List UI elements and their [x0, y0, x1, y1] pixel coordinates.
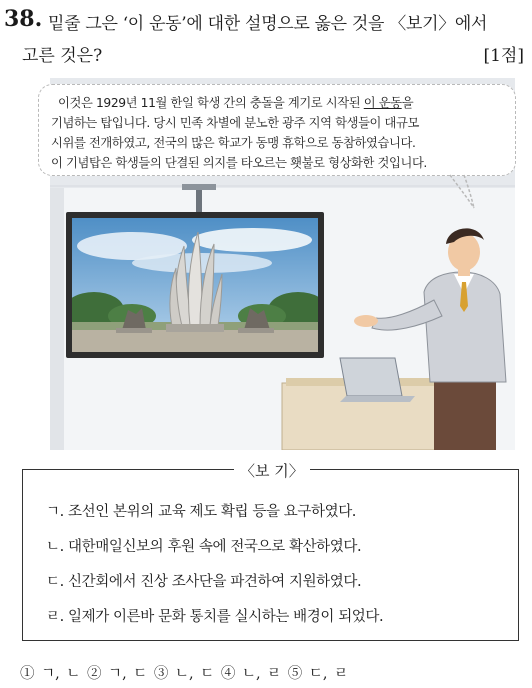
- bubble-line4: 이 기념탑은 학생들의 단결된 의지를 타오르는 횃불로 형상화한 것입니다.: [51, 156, 427, 170]
- example-item-2: ㄴ. 대한매일신보의 후원 속에 전국으로 확산하였다.: [46, 539, 362, 555]
- bubble-line3: 시위를 전개하였고, 전국의 많은 학교가 동맹 휴학으로 동참하였습니다.: [51, 136, 416, 150]
- underlined-phrase: 이 운동: [363, 96, 402, 110]
- bubble-tail: [448, 172, 478, 212]
- question-text-pre: 밑줄 그은: [48, 14, 123, 34]
- question-text-line1: [48, 9, 487, 34]
- example-box-title: 〈보 기〉: [234, 460, 310, 481]
- answer-choices[interactable]: ① ㄱ, ㄴ ② ㄱ, ㄷ ③ ㄴ, ㄷ ④ ㄴ, ㄹ ⑤ ㄷ, ㄹ: [20, 666, 349, 682]
- bubble-line1-pre: 이것은 1929년 11월 한일 학생 간의 충돌을 계기로 시작된: [58, 96, 364, 110]
- question-quote: ‘이 운동’: [122, 14, 187, 34]
- tv-ceiling-mount: [178, 184, 220, 214]
- question-score: [1점]: [483, 46, 524, 66]
- bubble-line2: 기념하는 탑입니다. 당시 민족 차별에 분노한 광주 지역 학생들이 대규모: [51, 116, 419, 130]
- monument-photo: [72, 218, 318, 352]
- tv-screen: [72, 218, 318, 352]
- question-number: 38.: [4, 6, 43, 32]
- bubble-line1-post: 을: [401, 96, 414, 110]
- question-text-post: 에 대한 설명으로 옳은 것을 〈보기〉에서: [186, 14, 488, 34]
- speech-bubble: [38, 84, 516, 176]
- example-item-1: ㄱ. 조선인 본위의 교육 제도 확립 등을 요구하였다.: [46, 504, 357, 520]
- question-text-line2: 고른 것은?: [22, 46, 103, 66]
- example-item-3: ㄷ. 신간회에서 진상 조사단을 파견하여 지원하였다.: [46, 574, 362, 590]
- teacher-figure: [350, 222, 520, 450]
- example-item-4: ㄹ. 일제가 이른바 문화 통치를 실시하는 배경이 되었다.: [46, 609, 384, 625]
- bubble-line1: [51, 93, 503, 113]
